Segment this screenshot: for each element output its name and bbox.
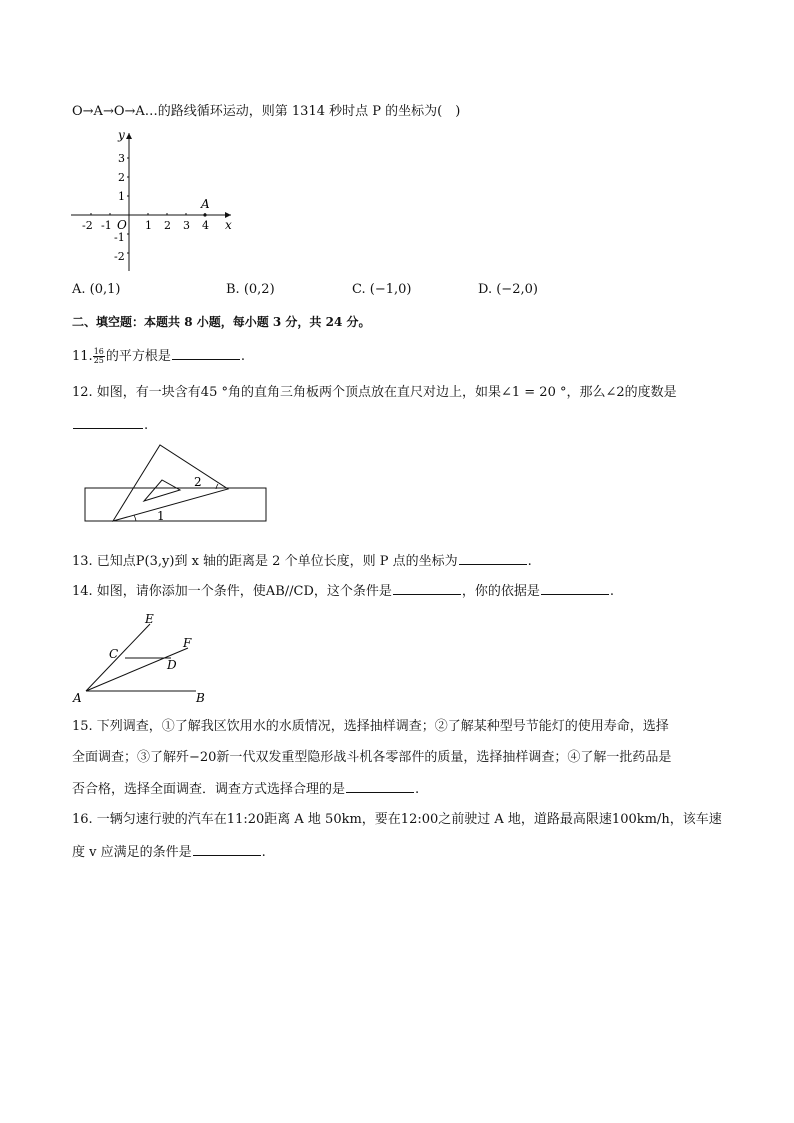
q11-fraction-denominator: 25: [93, 356, 104, 365]
label-e: E: [145, 612, 154, 626]
q15-line1: 15. 下列调查，①了解我区饮用水的水质情况，选择抽样调查；②了解某种型号节能灯的使用寿命，选择: [72, 719, 669, 734]
q13-end: .: [527, 554, 532, 569]
q14-text2: ，你的依据是: [461, 584, 540, 599]
set-square-inner: [144, 480, 180, 501]
q14-answer-blank-1[interactable]: [393, 581, 461, 595]
y-tick: -2: [114, 250, 125, 263]
section-desc: 本题共 8 小题，每小题 3 分，共 24 分。: [144, 315, 371, 329]
q12-figure: [80, 443, 272, 527]
q10-option-b[interactable]: B. (0,2): [226, 282, 275, 297]
q11-text: 的平方根是: [105, 349, 171, 364]
q11-end: .: [240, 349, 246, 364]
q12-line2: [72, 415, 148, 435]
set-square-outer: [113, 445, 228, 521]
q14: [72, 581, 614, 601]
y-tick: 2: [118, 171, 125, 184]
y-axis-label: y: [118, 128, 125, 142]
label-b: B: [196, 691, 205, 705]
q16-answer-blank[interactable]: [193, 842, 261, 856]
q14-answer-blank-2[interactable]: [541, 581, 609, 595]
q15-answer-blank[interactable]: [346, 779, 414, 793]
q12-end: .: [144, 418, 149, 433]
q13-answer-blank[interactable]: [459, 551, 527, 565]
origin-label: O: [117, 218, 127, 232]
q12-answer-blank[interactable]: [73, 415, 143, 429]
q10-option-a[interactable]: A. (0,1): [72, 282, 121, 297]
q14-end: .: [609, 584, 615, 599]
point-a: [203, 213, 206, 216]
q16-text: 度 v 应满足的条件是: [72, 845, 192, 860]
y-tick: 1: [118, 190, 125, 203]
q12-line1: 12. 如图，有一块含有45 °角的直角三角板两个顶点放在直尺对边上，如果∠1 = 20 °，那么∠2的度数是: [72, 385, 677, 400]
x-tick: -1: [101, 219, 112, 232]
q13-text: 13. 已知点P(3,y)到 x 轴的距离是 2 个单位长度，则 P 点的坐标为: [72, 554, 458, 569]
q15-line3: [72, 779, 419, 799]
q16-line2: [72, 842, 266, 862]
q10-option-c[interactable]: C. (−1,0): [352, 282, 412, 297]
x-tick: 1: [145, 219, 152, 232]
x-ticks: [82, 213, 209, 232]
q10-option-d[interactable]: D. (−2,0): [478, 282, 538, 297]
q15-line2: 全面调查；③了解歼−20新一代双发重型隐形战斗机各零部件的质量，选择抽样调查；④了解一批药品是: [72, 750, 672, 765]
q10-text: O→A→O→A…的路线循环运动，则第 1314 秒时点 P 的坐标为( ): [72, 104, 461, 119]
q11-number: 11.: [72, 349, 93, 364]
q11: [72, 346, 245, 366]
q10-coordinate-graph: [66, 125, 241, 275]
y-ticks: [114, 152, 129, 263]
point-a-label: A: [201, 197, 210, 211]
section-heading: [72, 313, 370, 331]
q16-line1: 16. 一辆匀速行驶的汽车在11:20距离 A 地 50km，要在12:00之前驶过 A 地，道路最高限速100km/h，该车速: [72, 812, 722, 827]
angle-2-label: 2: [194, 475, 202, 489]
x-tick: 4: [202, 219, 209, 232]
q14-figure: [68, 610, 218, 705]
y-tick: -1: [114, 231, 125, 244]
label-f: F: [183, 636, 192, 650]
q16-end: .: [261, 845, 266, 860]
x-tick: 2: [164, 219, 171, 232]
x-axis-label: x: [225, 218, 232, 232]
q15-end: .: [415, 782, 420, 797]
q11-fraction: [93, 348, 105, 365]
x-tick: -2: [82, 219, 93, 232]
q14-text1: 14. 如图，请你添加一个条件，使AB//CD，这个条件是: [72, 584, 392, 599]
y-tick: 3: [118, 152, 125, 165]
label-d: D: [167, 658, 177, 672]
section-title: 二、填空题：: [72, 315, 145, 329]
angle-1-label: 1: [157, 509, 165, 523]
q11-fraction-numerator: 16: [93, 347, 104, 356]
q13: [72, 551, 532, 571]
label-c: C: [109, 647, 119, 661]
q11-answer-blank[interactable]: [172, 346, 240, 360]
ruler: [85, 488, 266, 521]
q15-text: 否合格，选择全面调查．调查方式选择合理的是: [72, 782, 346, 797]
x-tick: 3: [183, 219, 190, 232]
label-a: A: [73, 691, 82, 705]
